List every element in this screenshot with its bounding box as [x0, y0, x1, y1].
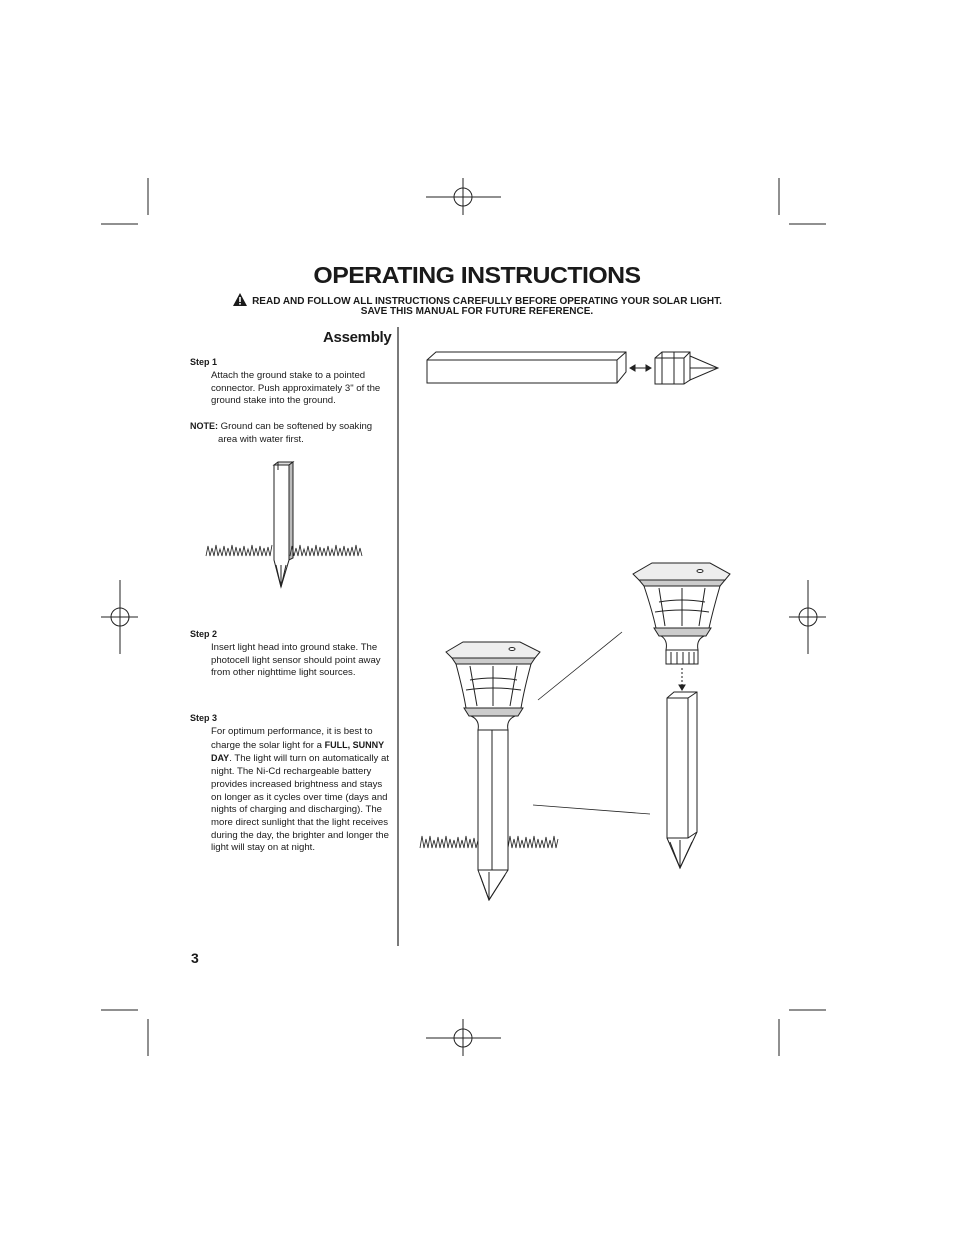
note-line-1: Ground can be softened by soaking — [220, 421, 373, 432]
stake-connector-illustration — [427, 352, 718, 384]
page-number: 3 — [191, 950, 199, 966]
ground-stake-illustration — [274, 462, 293, 587]
step-2-text: Insert light head into ground stake. The photocell light sensor should point away from other nighttime light sources. — [211, 642, 381, 679]
assembled-light-illustration — [446, 642, 540, 900]
note-label: NOTE: — [190, 421, 218, 431]
note — [190, 420, 380, 446]
step-1-label: Step 1 — [190, 357, 218, 367]
registration-mark-bottom — [426, 1019, 501, 1056]
step-1-text: Attach the ground stake to a pointed connector. Push approximately 3" of the ground stake into the ground. — [211, 370, 381, 407]
warning-text-1: READ AND FOLLOW ALL INSTRUCTIONS CAREFULLY BEFORE OPERATING YOUR SOLAR LIGHT. — [252, 296, 722, 307]
registration-mark-left — [101, 580, 138, 654]
registration-mark-right — [789, 580, 826, 654]
registration-mark-top — [426, 178, 501, 215]
step-3-text — [211, 726, 389, 855]
note-line-2: area with water first. — [218, 433, 304, 445]
callout-lines — [533, 632, 650, 814]
section-heading: Assembly — [323, 329, 392, 346]
step-3-text-before: For optimum performance, it is best to charge the solar light for a — [211, 726, 373, 751]
step-3-text-after: . The light will turn on automatically at night. The Ni-Cd rechargeable battery provides increased brightness and stays on longer as it cycles over time (days and nights of charging and discharging). The more direct sunlight that the light receives during the day, the brighter and longer the light will stay on at night. — [211, 753, 389, 854]
page-title: OPERATING INSTRUCTIONS — [313, 262, 641, 288]
light-head-illustration — [633, 563, 730, 690]
ground-stake-illustration-2 — [667, 692, 697, 868]
step-3-label: Step 3 — [190, 713, 218, 723]
step-3-bold: FULL, SUNNY DAY — [211, 739, 384, 764]
warning-line-2: SAVE THIS MANUAL FOR FUTURE REFERENCE. — [360, 306, 594, 317]
step-2-label: Step 2 — [190, 629, 218, 639]
